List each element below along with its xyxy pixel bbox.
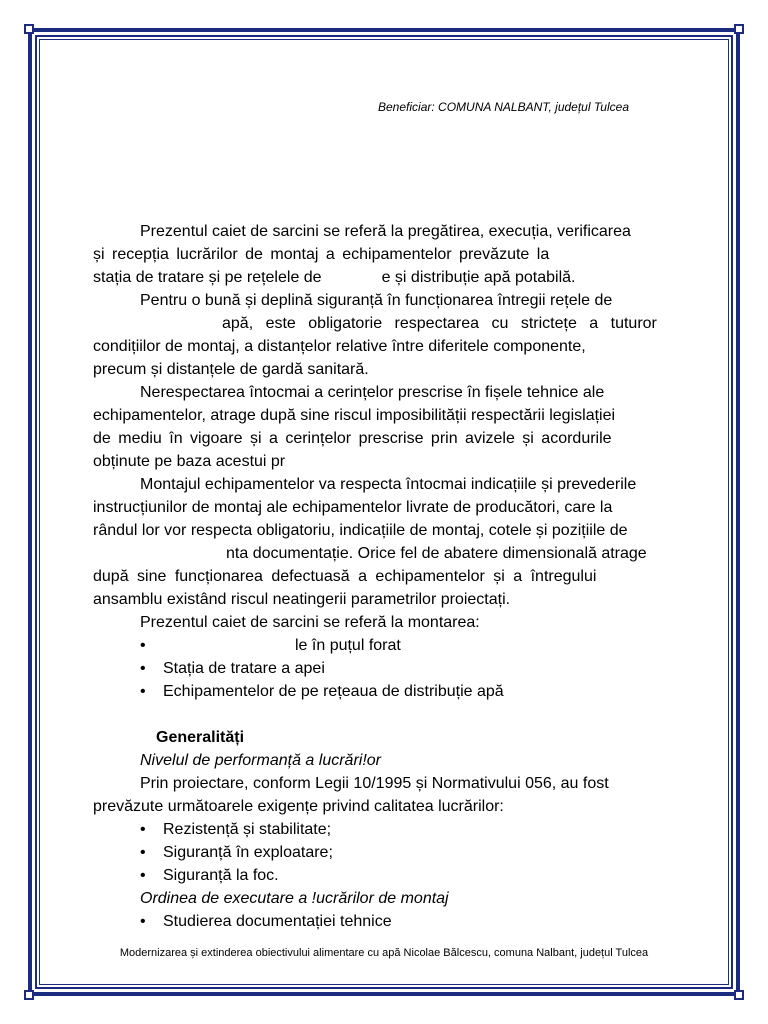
border-corner-bottom-left	[24, 990, 34, 1000]
bullet-symbol: •	[140, 844, 146, 861]
list-item	[93, 864, 702, 887]
border-corner-top-right	[734, 24, 744, 34]
paragraph-1-line-3-part-a: stația de tratare și pe rețelele de	[93, 269, 322, 286]
paragraph-6-line-2: prevăzute următoarele exigențe privind calitatea lucrărilor:	[93, 798, 504, 815]
paragraph-4-line-4: nta documentație. Orice fel de abatere dimensională atrage	[226, 545, 647, 562]
beneficiary-header: Beneficiar: COMUNA NALBANT, județul Tulcea	[378, 100, 629, 114]
list-item	[93, 657, 702, 680]
list-item	[93, 818, 702, 841]
bullet-symbol: •	[140, 821, 146, 838]
paragraph-1-line-2: și recepția lucrărilor de montaj a echipamentelor prevăzute la	[93, 246, 550, 263]
paragraph-2-line-3: condițiilor de montaj, a distanțelor relative între diferitele componente,	[93, 338, 586, 355]
bullet-symbol: •	[140, 637, 146, 654]
paragraph-4-line-5: după sine funcționarea defectuasă a echipamentelor și a întregului	[93, 568, 597, 585]
paragraph-3-line-4: obținute pe baza acestui pr	[93, 453, 286, 470]
section-heading-generalitati: Generalități	[156, 729, 245, 746]
paragraph-1-line-3	[93, 266, 702, 289]
paragraph-5: Prezentul caiet de sarcini se referă la montarea:	[140, 614, 480, 631]
list-item-text: Siguranță în exploatare;	[163, 844, 333, 861]
subheading-performance-level: Nivelul de performanță a lucrări!or	[140, 752, 381, 769]
bullet-list-requirements	[93, 818, 702, 887]
paragraph-4-line-1: Montajul echipamentelor va respecta întocmai indicațiile și prevederile	[140, 476, 637, 493]
list-item-text: Rezistență și stabilitate;	[163, 821, 332, 838]
bullet-list-mounting	[93, 634, 702, 703]
paragraph-3-line-3: de mediu în vigoare și a cerințelor prescrise prin avizele și acordurile	[93, 430, 612, 447]
document-body	[93, 220, 702, 933]
paragraph-1-line-1: Prezentul caiet de sarcini se referă la pregătirea, execuția, verificarea	[140, 223, 631, 240]
border-corner-top-left	[24, 24, 34, 34]
paragraph-2-line-1: Pentru o bună și deplină siguranță în funcționarea întregii rețele de	[140, 292, 613, 309]
subheading-execution-order: Ordinea de executare a !ucrărilor de montaj	[140, 890, 449, 907]
list-item-text: Studierea documentației tehnice	[163, 913, 392, 930]
paragraph-3-line-2: echipamentelor, atrage după sine riscul imposibilității respectării legislației	[93, 407, 616, 424]
list-item-text: Siguranță la foc.	[163, 867, 279, 884]
bullet-symbol: •	[140, 913, 146, 930]
list-item-text: Echipamentelor de pe rețeaua de distribuție apă	[163, 683, 504, 700]
paragraph-4-line-6: ansamblu existând riscul neatingerii parametrilor proiectați.	[93, 591, 511, 608]
bullet-symbol: •	[140, 660, 146, 677]
list-item	[93, 680, 702, 703]
border-corner-bottom-right	[734, 990, 744, 1000]
list-item	[93, 841, 702, 864]
list-item-text: Stația de tratare a apei	[163, 660, 325, 677]
page-footer: Modernizarea și extinderea obiectivului alimentare cu apă Nicolae Bălcescu, comuna Nalbant, județul Tulcea	[119, 947, 649, 959]
paragraph-4-line-3: rândul lor vor respecta obligatoriu, indicațiile de montaj, cotele și pozițiile de	[93, 522, 628, 539]
bullet-list-execution	[93, 910, 702, 933]
paragraph-4-line-2: instrucțiunilor de montaj ale echipamentelor livrate de producători, care la	[93, 499, 613, 516]
paragraph-1-line-3-part-b: e și distribuție apă potabilă.	[381, 269, 576, 286]
paragraph-6-line-1: Prin proiectare, conform Legii 10/1995 și Normativului 056, au fost	[140, 775, 609, 792]
paragraph-2-line-4: precum și distanțele de gardă sanitară.	[93, 361, 369, 378]
bullet-symbol: •	[140, 867, 146, 884]
list-item	[93, 634, 702, 657]
bullet-symbol: •	[140, 683, 146, 700]
paragraph-3-line-1: Nerespectarea întocmai a cerințelor prescrise în fișele tehnice ale	[140, 384, 605, 401]
paragraph-2-line-2: apă, este obligatorie respectarea cu strictețe a tuturor	[222, 315, 657, 332]
list-item-text: le în puțul forat	[295, 637, 401, 654]
list-item	[93, 910, 702, 933]
